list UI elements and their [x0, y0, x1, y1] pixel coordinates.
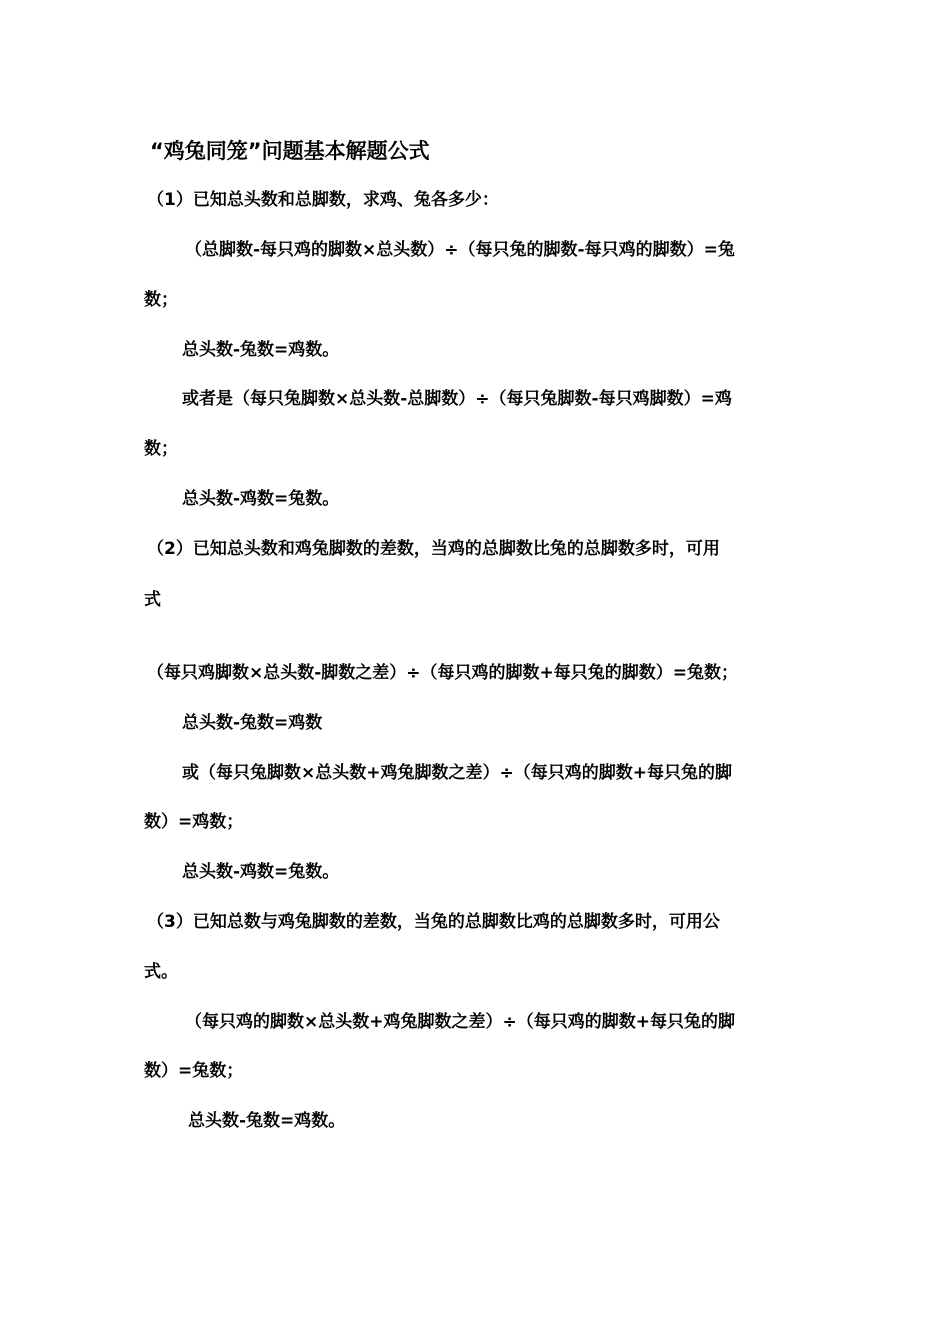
formula-1b: 总头数-兔数=鸡数。 [182, 340, 340, 360]
formula-3a: （每只鸡的脚数×总头数+鸡兔脚数之差）÷（每只鸡的脚数+每只兔的脚 [185, 1012, 735, 1032]
formula-1a-continued: 数； [144, 290, 178, 310]
formula-3a-continued: 数）=兔数； [144, 1061, 244, 1081]
formula-1c: 或者是（每只兔脚数×总头数-总脚数）÷（每只兔脚数-每只鸡脚数）=鸡 [182, 389, 732, 409]
document-title: “鸡兔同笼”问题基本解题公式 [150, 139, 430, 163]
section-2-heading: （2）已知总头数和鸡兔脚数的差数，当鸡的总脚数比兔的总脚数多时，可用 [147, 539, 720, 559]
formula-2d: 总头数-鸡数=兔数。 [182, 862, 340, 882]
formula-2c-continued: 数）=鸡数； [144, 812, 244, 832]
formula-2b: 总头数-兔数=鸡数 [182, 713, 323, 733]
formula-1c-continued: 数； [144, 439, 178, 459]
section-2-heading-continued: 式 [144, 590, 161, 610]
section-1-heading: （1）已知总头数和总脚数，求鸡、兔各多少： [147, 190, 499, 210]
formula-2a: （每只鸡脚数×总头数-脚数之差）÷（每只鸡的脚数+每只兔的脚数）=兔数； [147, 663, 739, 683]
formula-3b: 总头数-兔数=鸡数。 [188, 1111, 346, 1131]
formula-2c: 或（每只兔脚数×总头数+鸡兔脚数之差）÷（每只鸡的脚数+每只兔的脚 [182, 763, 732, 783]
section-3-heading-continued: 式。 [144, 962, 178, 982]
formula-1d: 总头数-鸡数=兔数。 [182, 489, 340, 509]
section-3-heading: （3）已知总数与鸡兔脚数的差数，当兔的总脚数比鸡的总脚数多时，可用公 [147, 912, 720, 932]
formula-1a: （总脚数-每只鸡的脚数×总头数）÷（每只兔的脚数-每只鸡的脚数）=兔 [185, 240, 735, 260]
